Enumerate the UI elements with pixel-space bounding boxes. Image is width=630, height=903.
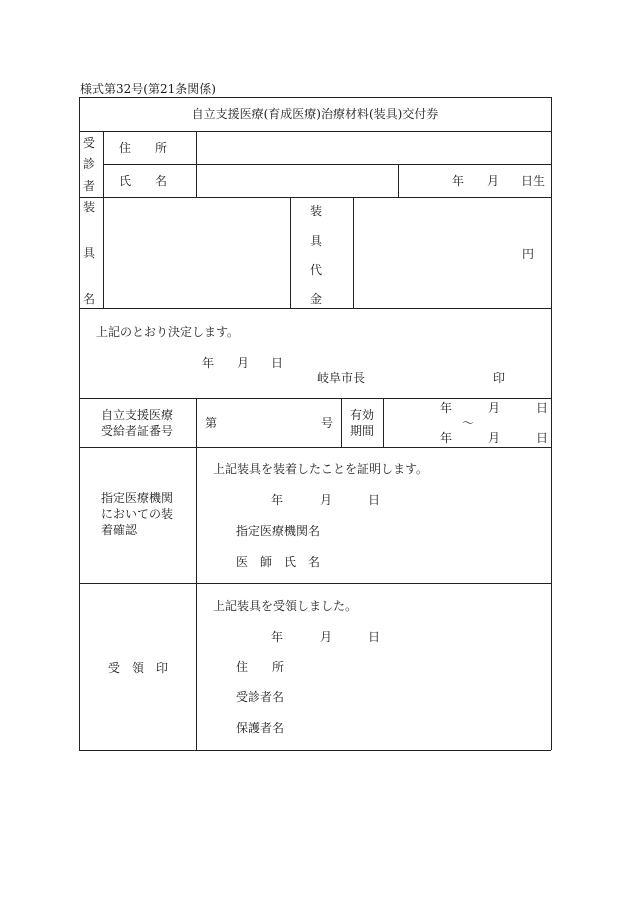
birth-month: 月: [487, 174, 500, 188]
valid-to-year: 年: [440, 431, 453, 445]
decision-year: 年: [202, 356, 215, 370]
yen-unit: 円: [522, 247, 535, 261]
birth-day: 日生: [521, 174, 546, 188]
certificate-no-suffix: 号: [321, 416, 334, 430]
patient-side-label-3: 者: [83, 179, 96, 193]
fitting-month: 月: [320, 493, 333, 507]
fitting-label-line1: 指定医療機関: [101, 491, 174, 505]
decision-text: 上記のとおり決定します。: [96, 325, 240, 339]
fitting-day: 日: [368, 493, 381, 507]
device-cost-label-4: 金: [310, 292, 323, 306]
certificate-number-field[interactable]: [220, 400, 320, 445]
valid-period-tilde: ～: [462, 416, 475, 430]
fitting-label-line2: においての装: [101, 507, 174, 521]
certificate-no-prefix: 第: [205, 416, 218, 430]
receipt-patient-label: 受診者名: [236, 690, 285, 704]
device-label-1: 装: [83, 200, 96, 214]
main-title: 自立支援医療(育成医療)治療材料(装具)交付券: [191, 107, 439, 121]
receipt-guardian-label: 保護者名: [236, 721, 285, 735]
decision-day: 日: [271, 356, 284, 370]
valid-label-line2: 期間: [350, 424, 375, 438]
doctor-name-label: 医 師 氏 名: [236, 555, 321, 569]
certificate-label-line2: 受給者証番号: [101, 424, 174, 438]
fitting-label-line3: 着確認: [101, 523, 138, 537]
mayor-seal: 印: [493, 371, 506, 385]
decision-month: 月: [237, 356, 250, 370]
receipt-year: 年: [271, 630, 284, 644]
institution-name-label: 指定医療機関名: [236, 524, 321, 538]
certificate-label-line1: 自立支援医療: [101, 408, 174, 422]
valid-to-day: 日: [536, 431, 549, 445]
name-field[interactable]: [197, 165, 397, 196]
mayor-name: 岐阜市長: [317, 371, 366, 385]
patient-side-label-2: 診: [83, 157, 96, 171]
address-label: 住 所: [119, 141, 168, 155]
name-label: 氏 名: [119, 174, 168, 188]
device-cost-label-3: 代: [310, 263, 323, 277]
receipt-text: 上記装具を受領しました。: [213, 599, 358, 613]
device-label-3: 名: [83, 292, 96, 306]
address-field[interactable]: [197, 132, 550, 163]
device-cost-label-2: 具: [310, 234, 323, 248]
device-cost-label-1: 装: [310, 204, 323, 218]
birth-year: 年: [452, 174, 465, 188]
patient-side-label-1: 受: [83, 136, 96, 150]
form-number: 様式第32号(第21条関係): [80, 82, 216, 96]
valid-from-day: 日: [536, 401, 549, 415]
fitting-text: 上記装具を装着したことを証明します。: [213, 462, 429, 476]
receipt-month: 月: [320, 630, 333, 644]
valid-to-month: 月: [488, 431, 501, 445]
receipt-day: 日: [368, 630, 381, 644]
receipt-seal-label: 受 領 印: [108, 661, 169, 675]
device-cost-field[interactable]: [354, 198, 550, 307]
valid-from-month: 月: [488, 401, 501, 415]
device-label-2: 具: [83, 246, 96, 260]
valid-from-year: 年: [440, 401, 453, 415]
valid-label-line1: 有効: [350, 408, 375, 422]
receipt-address-label: 住 所: [236, 660, 285, 674]
fitting-year: 年: [271, 493, 284, 507]
device-name-field[interactable]: [104, 198, 289, 307]
